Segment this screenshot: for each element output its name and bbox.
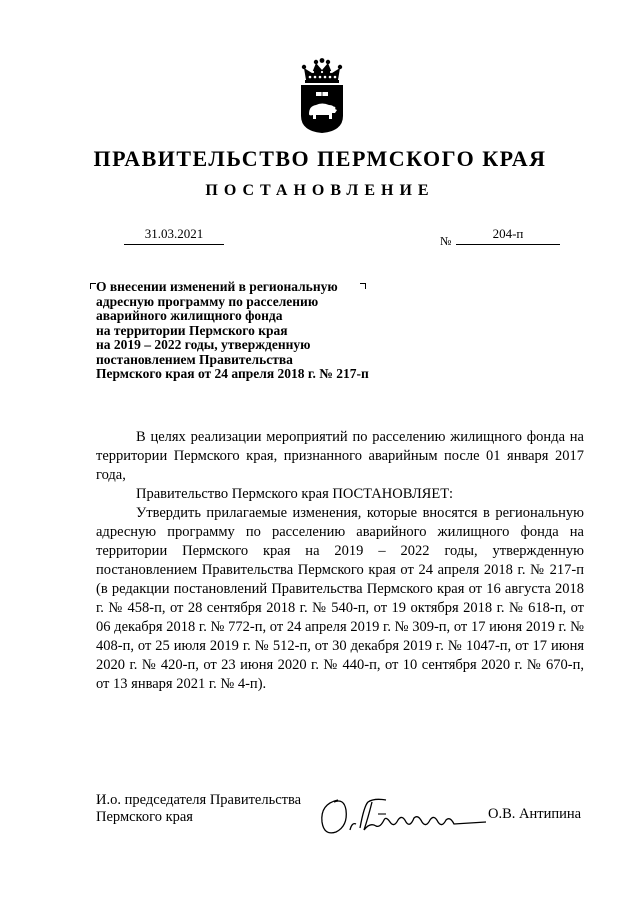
body-paragraph: Правительство Пермского края ПОСТАНОВЛЯЕТ: — [136, 486, 454, 502]
body-paragraph: В целях реализации мероприятий по расселению жилищного фонда на территории Пермского края, признанного аварийным после 01 января 2017 года, — [96, 429, 584, 483]
document-date: 31.03.2021 — [144, 226, 204, 241]
subject-line: на 2019 – 2022 годы, утвержденную — [96, 337, 311, 352]
signatory-title-line: И.о. председателя Правительства — [96, 792, 302, 808]
document-type: ПОСТАНОВЛЕНИЕ — [205, 182, 435, 199]
date-underline — [124, 244, 224, 245]
signatory-title — [96, 792, 301, 826]
subject-line: постановлением Правительства — [96, 351, 293, 367]
signatory-name: О.В. Антипина — [488, 806, 582, 822]
number-sign: № — [440, 234, 452, 248]
subject-line: Пермского края от 24 апреля 2018 г. № 217-п — [96, 366, 369, 381]
document-body — [96, 428, 584, 694]
number-underline — [456, 244, 560, 245]
handwritten-signature — [316, 792, 492, 842]
document-number: 204-п — [492, 226, 524, 241]
subject-line: аварийного жилищного фонда — [96, 308, 283, 323]
signatory-title-line: Пермского края — [96, 809, 193, 825]
government-title: ПРАВИТЕЛЬСТВО ПЕРМСКОГО КРАЯ — [93, 146, 547, 171]
body-paragraph: Утвердить прилагаемые изменения, которые вносятся в региональную адресную программу по расселению аварийного жилищного фонда на территории Пермского края на 2019 – 2022 годы, утвержденную постановлением Правительства Пермского края от 24 апреля 2018 г. № 217-п (в редакции постановлений Правительства Пермского края от 16 августа 2018 г. № 458-п, от 28 сентября 2018 г. № 540-п, от 19 октября 2018 г. № 618-п, от 06 декабря 2018 г. № 772-п, от 24 апреля 2019 г. № 309-п, от 17 июня 2019 г. № 408-п, от 25 июля 2019 г. № 512-п, от 30 декабря 2019 г. № 1047-п, от 17 июня 2020 г. № 420-п, от 23 июня 2020 г. № 440-п, от 10 сентября 2020 г. № 670-п, от 13 января 2021 г. № 4-п). — [96, 505, 584, 692]
subject-line: адресную программу по расселению — [96, 293, 319, 309]
subject-line: О внесении изменений в региональную — [96, 279, 338, 294]
subject-line: на территории Пермского края — [96, 322, 288, 338]
coat-of-arms-icon — [298, 58, 346, 134]
subject-block — [96, 280, 369, 382]
